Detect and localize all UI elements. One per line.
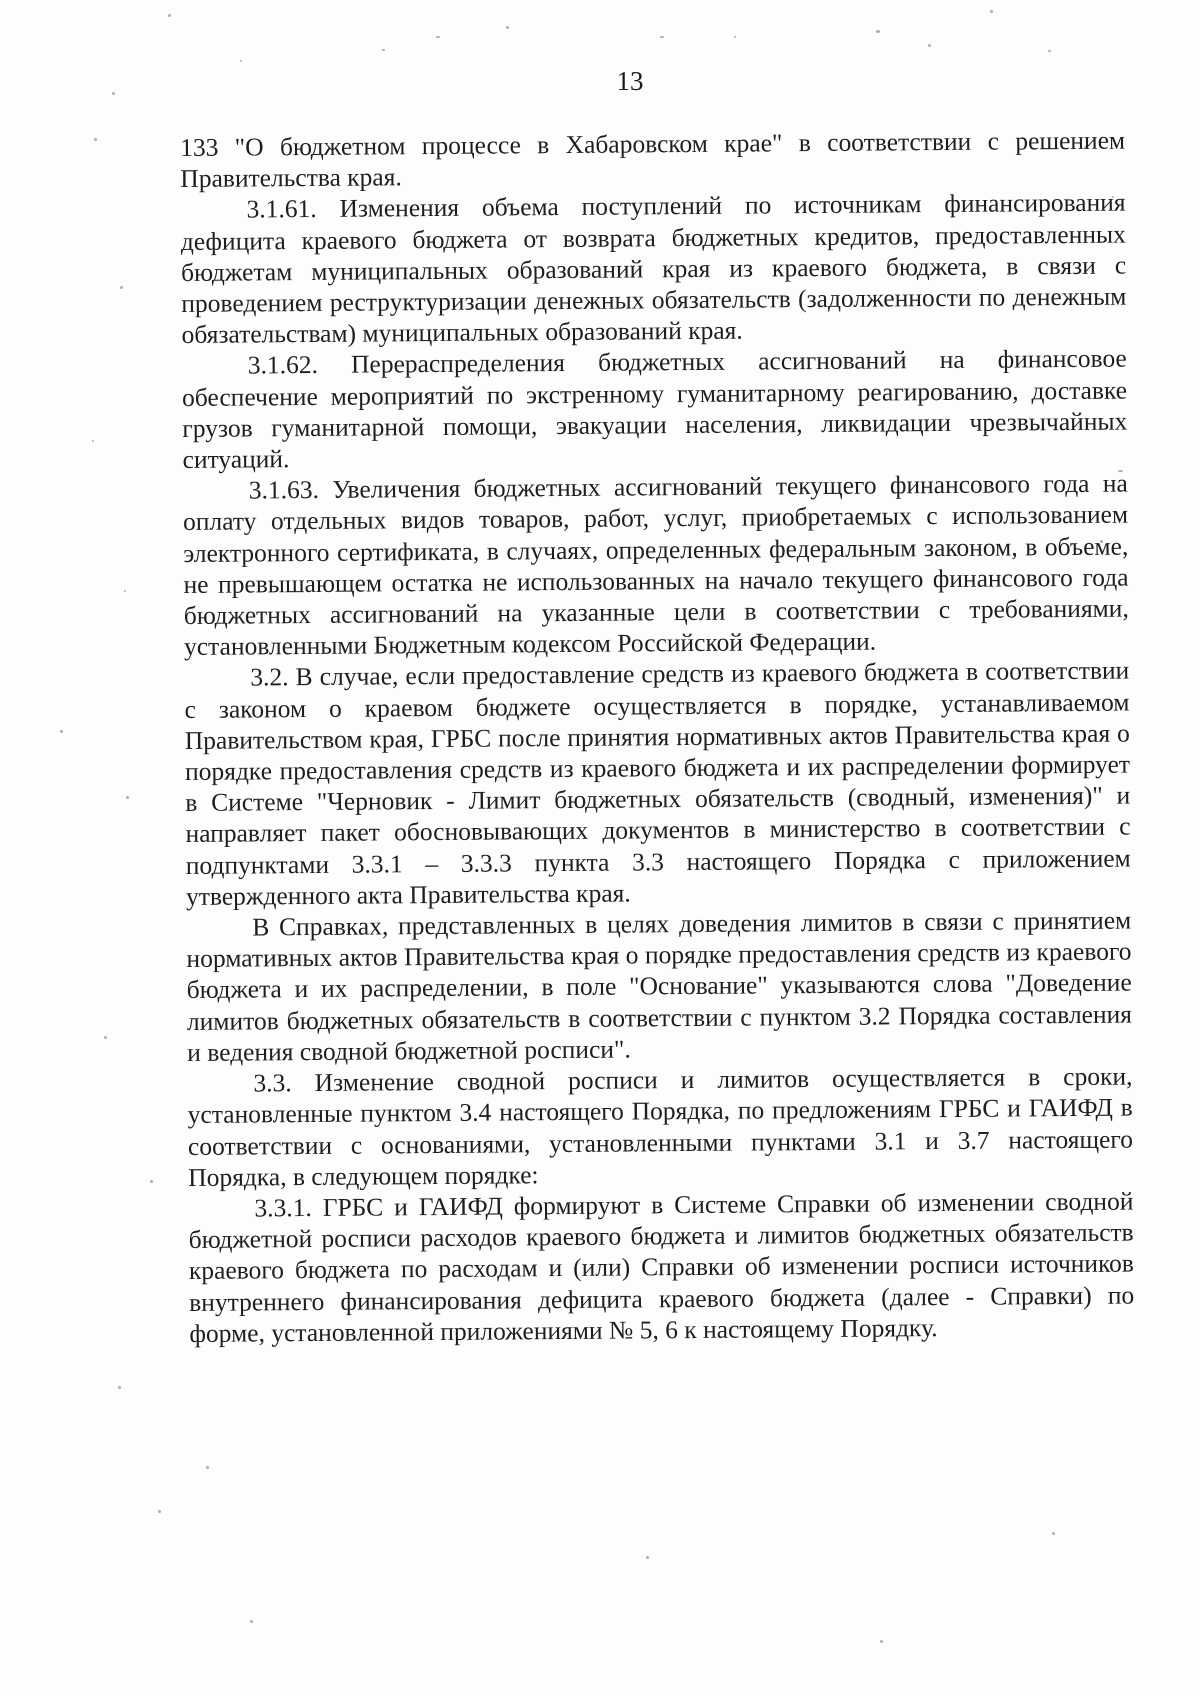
scan-speck <box>382 49 385 51</box>
scan-speck <box>120 286 123 289</box>
paragraph-3-1-63: 3.1.63. Увеличения бюджетных ассигнований текущего финансового года на оплату отдельных видов товаров, работ, услуг, приобретаемых с использованием электронного сертификата, в случаях, определенных федеральным законом, в объеме, не превышающем остатка не использованных на начало текущего финансового года бюджетных ассигнований на указанные цели в соответствии с требованиями, установленными Бюджетным кодексом Российской Федерации. <box>182 468 1129 662</box>
paragraph-3-3-1: 3.3.1. ГРБС и ГАИФД формируют в Системе Справки об изменении сводной бюджетной росписи расходов краевого бюджета и лимитов бюджетных обязательств краевого бюджета по расходам и (или) Справки об изменении росписи источников внутреннего финансирования дефицита краевого бюджета (далее - Справки) по форме, установленной приложениями № 5, 6 к настоящему Порядку. <box>188 1186 1135 1348</box>
scan-speck <box>92 440 94 442</box>
scan-speck <box>1048 50 1051 52</box>
scan-speck <box>880 1640 883 1643</box>
paragraph-3-1-62: 3.1.62. Перераспределения бюджетных ассигнований на финансовое обеспечение мероприятий по экстренному гуманитарному реагированию, доставке грузов гуманитарной помощи, эвакуации населения, ликвидации чрезвычайных ситуаций. <box>181 343 1128 475</box>
paragraph-3-3: 3.3. Изменение сводной росписи и лимитов осуществляется в сроки, установленные пунктом 3.4 настоящего Порядка, по предложениям ГРБС и ГАИФД в соответствии с основаниями, установленными пунктами 3.1 и 3.7 настоящего Порядка, в следующем порядке: <box>187 1061 1134 1192</box>
scan-speck <box>168 14 171 17</box>
scan-speck <box>646 1556 649 1559</box>
scan-speck <box>150 1180 153 1183</box>
scan-speck <box>734 36 736 38</box>
scan-speck <box>660 36 664 38</box>
paragraph-3-1-61: 3.1.61. Изменения объема поступлений по источникам финансирования дефицита краевого бюджета от возврата бюджетных кредитов, предоставленных бюджетам муниципальных образований края из краевого бюджета, в связи с проведением реструктуризации денежных обязательств (задолженности по денежным обязательствам) муниципальных образований края. <box>180 187 1127 350</box>
scan-speck <box>506 26 509 29</box>
paragraph-spravki: В Справках, представленных в целях доведения лимитов в связи с принятием нормативных актов Правительства края о порядке предоставления средств из краевого бюджета и их распределении, в поле "Основание" указываются слова "Доведение лимитов бюджетных обязательств в соответствии с пунктом 3.2 Порядка составления и ведения сводной бюджетной росписи". <box>186 905 1133 1067</box>
scan-speck <box>876 30 880 33</box>
scan-speck <box>990 10 993 13</box>
scan-speck <box>1052 1532 1055 1535</box>
scan-speck <box>94 138 97 141</box>
scan-speck <box>60 730 63 733</box>
scan-speck <box>206 1466 209 1469</box>
paragraph-continuation: 133 "О бюджетном процессе в Хабаровском крае" в соответствии с решением Правительства края. <box>180 125 1126 194</box>
scan-speck <box>126 796 129 799</box>
scan-speck <box>104 1036 107 1039</box>
scan-speck <box>240 60 242 62</box>
document-body <box>180 125 1135 1349</box>
scan-speck <box>158 1510 161 1513</box>
scan-speck <box>124 590 126 592</box>
scan-speck <box>118 1386 121 1389</box>
scan-speck <box>250 1620 253 1623</box>
scan-speck <box>928 44 931 47</box>
paragraph-3-2: 3.2. В случае, если предоставление средств из краевого бюджета в соответствии с законом о краевом бюджете осуществляется в порядке, устанавливаемом Правительством края, ГРБС после принятия нормативных актов Правительства края о порядке предоставления средств из краевого бюджета и их распределении формирует в Системе "Черновик - Лимит бюджетных обязательств (сводный, изменения)" и направляет пакет обосновывающих документов в министерство в соответствии с подпунктами 3.3.1 – 3.3.3 пункта 3.3 настоящего Порядка с приложением утвержденного акта Правительства края. <box>184 656 1131 911</box>
scan-speck <box>436 36 440 38</box>
page-number: 13 <box>616 66 644 96</box>
